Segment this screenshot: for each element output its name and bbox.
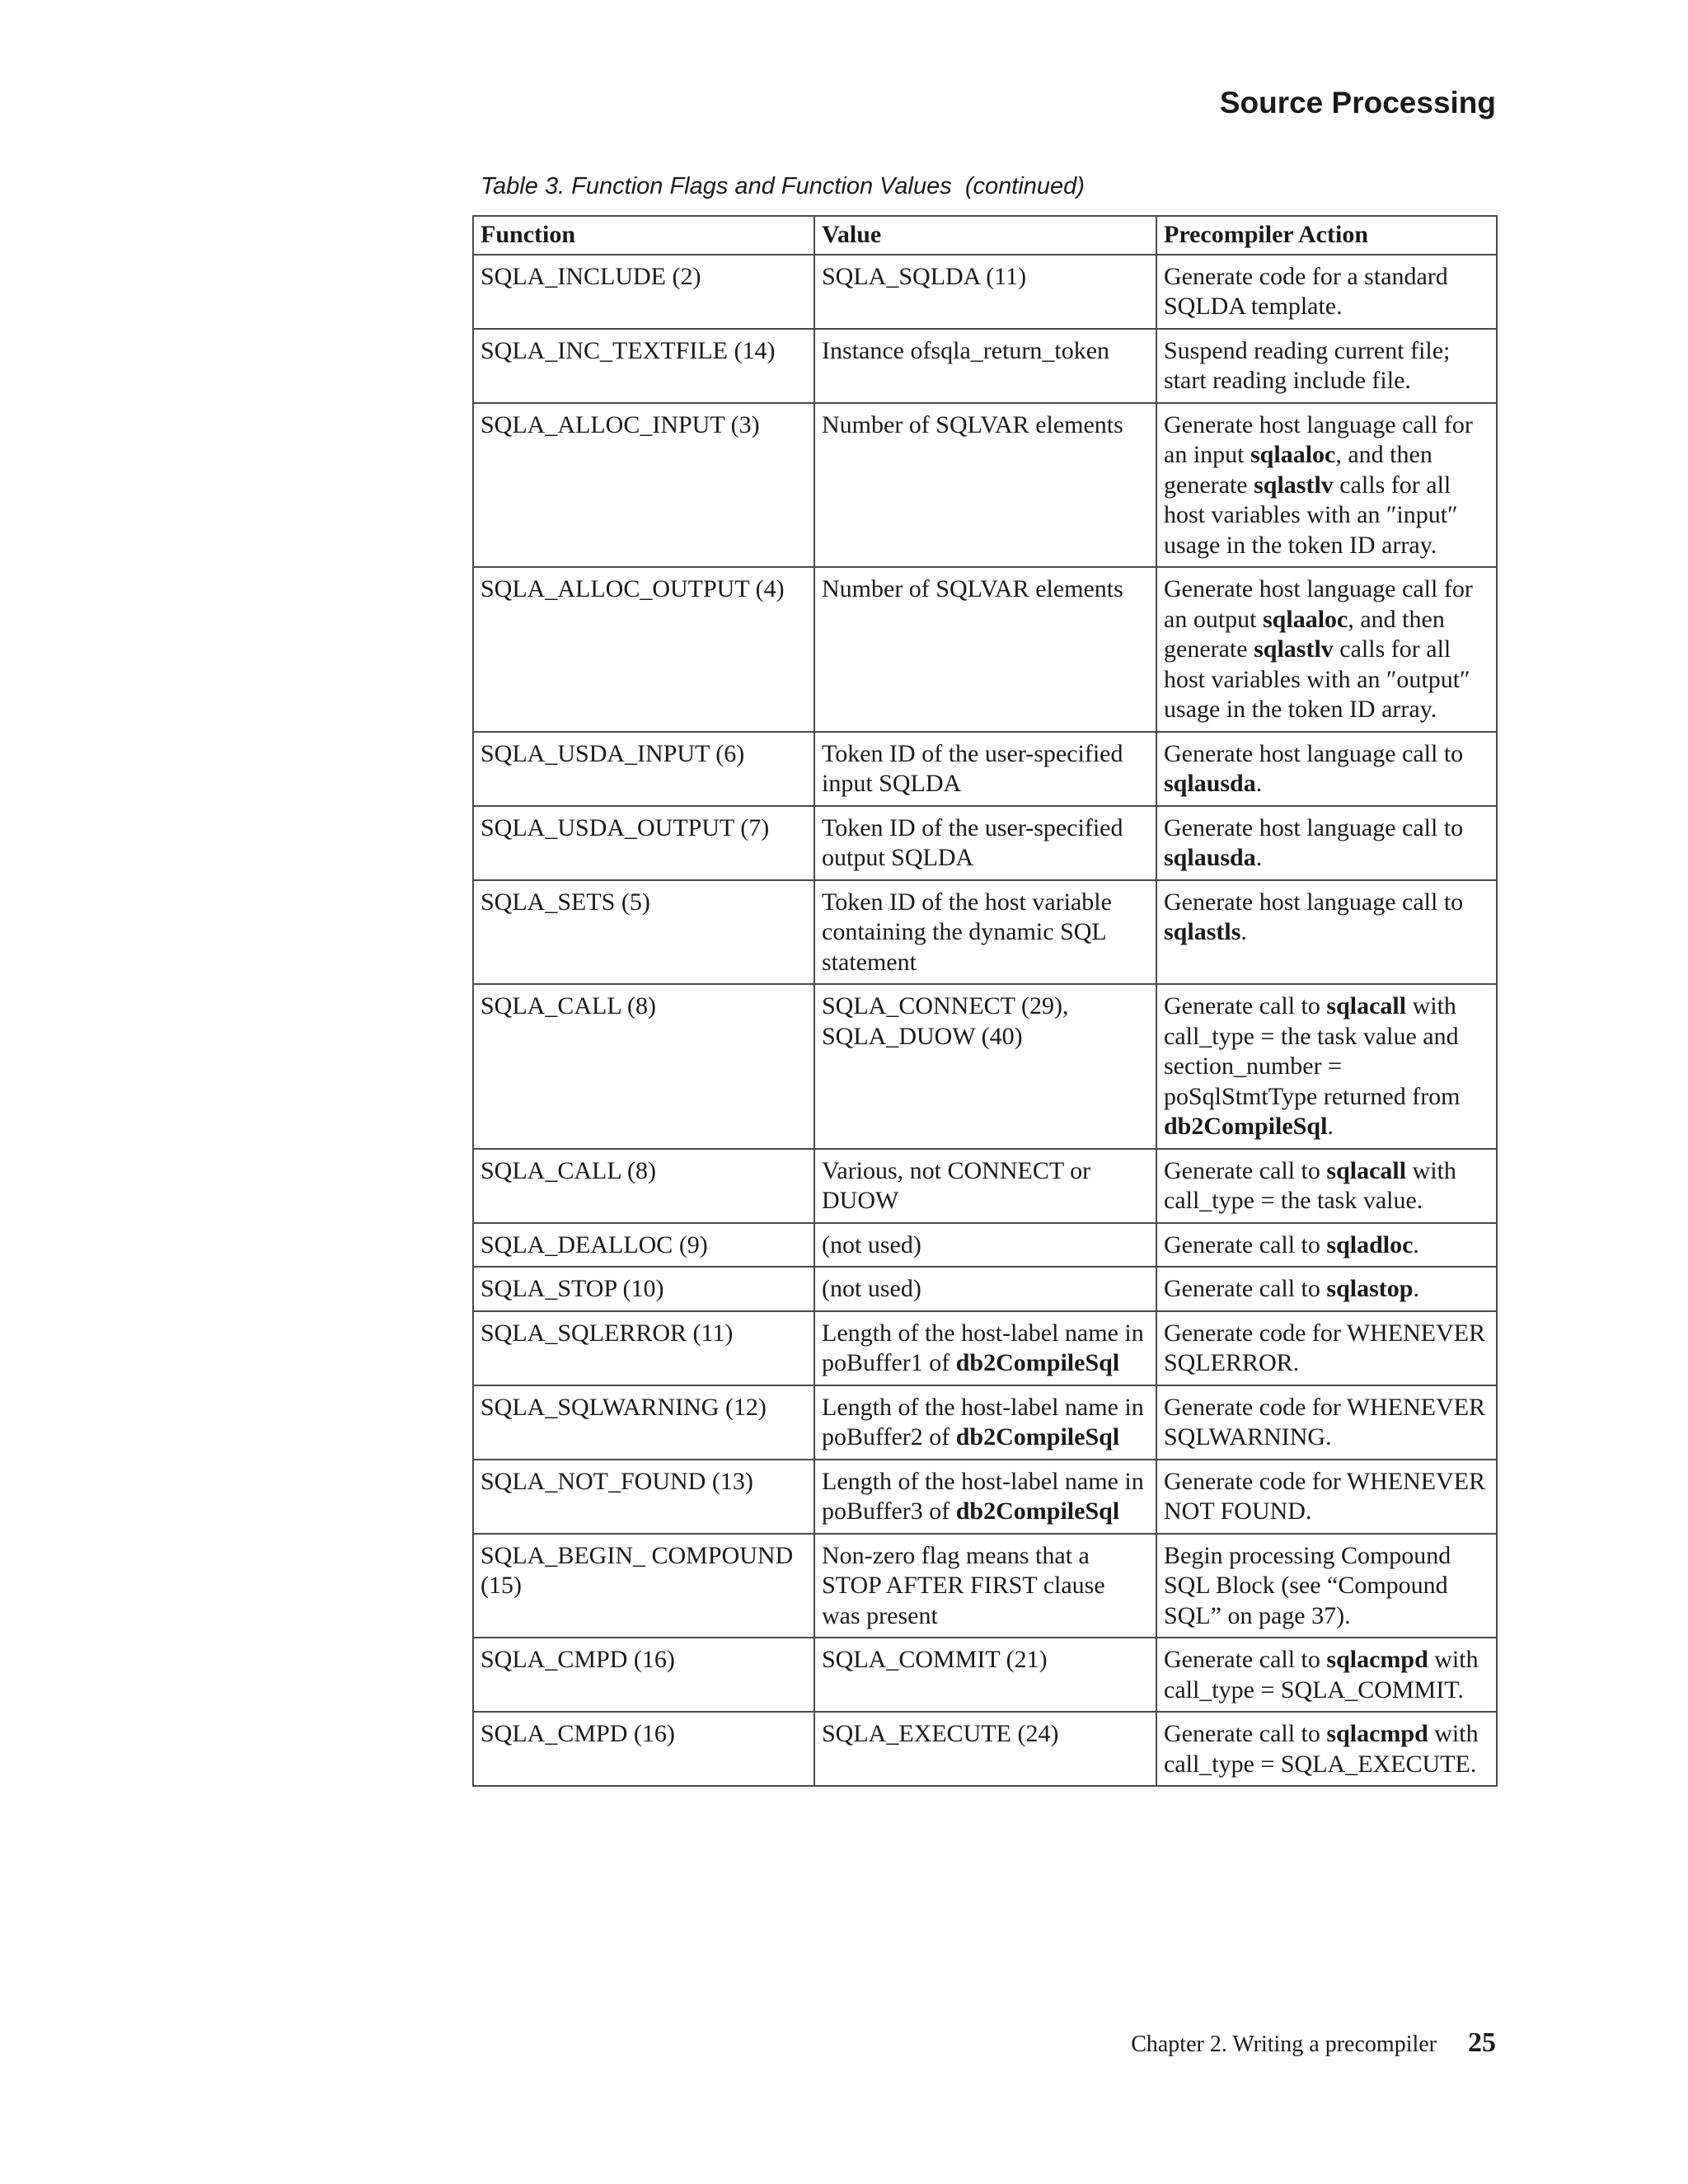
cell-text: Various, not CONNECT or DUOW <box>822 1156 1091 1214</box>
bold-term: db2CompileSql <box>955 1497 1120 1525</box>
value-cell <box>814 1712 1156 1786</box>
cell-text: Instance ofsqla_return_token <box>822 336 1110 364</box>
cell-text: Generate host language call to <box>1164 739 1464 767</box>
table-body <box>473 255 1497 1787</box>
function-cell: SQLA_INCLUDE (2) <box>473 255 814 329</box>
cell-text: with call_type = SQLA_COMMIT. <box>1164 1646 1479 1704</box>
cell-text: Generate code for a standard SQLDA template. <box>1164 262 1448 320</box>
value-cell <box>814 984 1156 1149</box>
bold-term: sqlaaloc <box>1250 441 1336 468</box>
function-cell: SQLA_SETS (5) <box>473 880 814 985</box>
function-cell: SQLA_CMPD (16) <box>473 1638 814 1712</box>
cell-text: with call_type = the task value. <box>1164 1156 1456 1214</box>
cell-text: Length of the host-label name in poBuffer2 of <box>822 1393 1144 1451</box>
value-cell <box>814 567 1156 732</box>
value-cell <box>814 403 1156 568</box>
table-row <box>473 329 1497 403</box>
cell-text: . <box>1327 1113 1334 1140</box>
cell-text: Generate call to <box>1164 1646 1327 1673</box>
column-header-precompiler-action: Precompiler Action <box>1156 216 1497 255</box>
function-cell: SQLA_ALLOC_INPUT (3) <box>473 403 814 568</box>
cell-text: Generate host language call for an input <box>1164 410 1473 468</box>
cell-text: , and then generate <box>1164 441 1432 499</box>
function-cell: SQLA_DEALLOC (9) <box>473 1223 814 1268</box>
bold-term: sqlacall <box>1326 992 1407 1019</box>
cell-text: (not used) <box>822 1230 921 1258</box>
value-cell <box>814 1460 1156 1534</box>
value-cell <box>814 1149 1156 1223</box>
value-cell <box>814 1385 1156 1460</box>
function-cell: SQLA_ALLOC_OUTPUT (4) <box>473 567 814 732</box>
value-cell <box>814 329 1156 403</box>
precompiler-action-cell <box>1156 403 1497 568</box>
precompiler-action-cell <box>1156 1267 1497 1311</box>
cell-text: Generate call to <box>1164 1230 1327 1258</box>
cell-text: . <box>1255 844 1263 871</box>
precompiler-action-cell <box>1156 806 1497 880</box>
value-cell <box>814 1638 1156 1712</box>
table-row <box>473 1460 1497 1534</box>
cell-text: Generate call to <box>1164 992 1327 1019</box>
table-caption: Table 3. Function Flags and Function Values (continued) <box>481 173 1085 199</box>
precompiler-action-cell <box>1156 1534 1497 1638</box>
table-row <box>473 1267 1497 1311</box>
function-cell: SQLA_USDA_OUTPUT (7) <box>473 806 814 880</box>
bold-term: sqlausda <box>1164 844 1256 871</box>
precompiler-action-cell <box>1156 1223 1497 1268</box>
precompiler-action-cell <box>1156 880 1497 985</box>
value-cell <box>814 732 1156 806</box>
page-footer <box>1131 2027 1496 2059</box>
value-cell <box>814 1223 1156 1268</box>
table-row <box>473 255 1497 329</box>
cell-text: . <box>1255 770 1263 797</box>
cell-text: SQLA_EXECUTE (24) <box>822 1720 1059 1747</box>
value-cell <box>814 1311 1156 1385</box>
value-cell <box>814 880 1156 985</box>
cell-text: . <box>1240 918 1247 945</box>
value-cell <box>814 255 1156 329</box>
cell-text: SQLA_CONNECT (29), SQLA_DUOW (40) <box>822 992 1069 1050</box>
cell-text: Number of SQLVAR elements <box>822 410 1123 438</box>
precompiler-action-cell <box>1156 1149 1497 1223</box>
column-header-function: Function <box>473 216 814 255</box>
precompiler-action-cell <box>1156 1460 1497 1534</box>
cell-text: Generate call to <box>1164 1275 1327 1302</box>
table-row <box>473 1712 1497 1786</box>
cell-text: Token ID of the host variable containing the dynamic SQL statement <box>822 888 1112 976</box>
function-cell: SQLA_SQLERROR (11) <box>473 1311 814 1385</box>
function-cell: SQLA_BEGIN_ COMPOUND (15) <box>473 1534 814 1638</box>
bold-term: sqlacmpd <box>1326 1646 1428 1673</box>
value-cell <box>814 1534 1156 1638</box>
page-header-title: Source Processing <box>1219 86 1496 120</box>
cell-text: Length of the host-label name in poBuffer1 of <box>822 1319 1144 1376</box>
bold-term: sqlacall <box>1326 1156 1407 1184</box>
table-row <box>473 1638 1497 1712</box>
precompiler-action-cell <box>1156 329 1497 403</box>
function-cell: SQLA_INC_TEXTFILE (14) <box>473 329 814 403</box>
bold-term: sqlacmpd <box>1326 1720 1428 1747</box>
page-number: 25 <box>1468 2027 1496 2058</box>
table-row <box>473 1149 1497 1223</box>
table-row <box>473 880 1497 985</box>
precompiler-action-cell <box>1156 732 1497 806</box>
cell-text: Generate host language call to <box>1164 813 1464 841</box>
function-cell: SQLA_CALL (8) <box>473 1149 814 1223</box>
cell-text: Generate call to <box>1164 1720 1327 1747</box>
column-header-value: Value <box>814 216 1156 255</box>
bold-term: sqlastls <box>1164 918 1241 945</box>
cell-text: (not used) <box>822 1275 921 1302</box>
value-cell <box>814 1267 1156 1311</box>
function-cell: SQLA_CALL (8) <box>473 984 814 1149</box>
function-cell: SQLA_STOP (10) <box>473 1267 814 1311</box>
bold-term: db2CompileSql <box>955 1423 1120 1451</box>
table-row <box>473 806 1497 880</box>
cell-text: Number of SQLVAR elements <box>822 575 1123 602</box>
precompiler-action-cell <box>1156 1638 1497 1712</box>
table-row <box>473 732 1497 806</box>
cell-text: with call_type = SQLA_EXECUTE. <box>1164 1720 1479 1778</box>
cell-text: Generate code for WHENEVER SQLWARNING. <box>1164 1393 1486 1451</box>
cell-text: Generate host language call to <box>1164 888 1464 916</box>
bold-term: sqlaaloc <box>1263 605 1348 633</box>
cell-text: Generate host language call for an output <box>1164 575 1473 633</box>
function-cell: SQLA_SQLWARNING (12) <box>473 1385 814 1460</box>
cell-text: Token ID of the user-specified output SQLDA <box>822 813 1123 871</box>
precompiler-action-cell <box>1156 1712 1497 1786</box>
table-row <box>473 403 1497 568</box>
table-row <box>473 1385 1497 1460</box>
bold-term: sqlausda <box>1164 770 1256 797</box>
cell-text: Non-zero flag means that a STOP AFTER FIRST clause was present <box>822 1541 1105 1629</box>
bold-term: db2CompileSql <box>1164 1113 1328 1140</box>
function-cell: SQLA_NOT_FOUND (13) <box>473 1460 814 1534</box>
table-row <box>473 1223 1497 1268</box>
precompiler-action-cell <box>1156 984 1497 1149</box>
cell-text: Generate code for WHENEVER SQLERROR. <box>1164 1319 1486 1376</box>
cell-text: . <box>1413 1230 1419 1258</box>
cell-text: . <box>1413 1275 1419 1302</box>
bold-term: sqladloc <box>1326 1230 1414 1258</box>
precompiler-action-cell <box>1156 567 1497 732</box>
table-row <box>473 1534 1497 1638</box>
precompiler-action-cell <box>1156 255 1497 329</box>
function-flags-table <box>472 215 1498 1787</box>
precompiler-action-cell <box>1156 1385 1497 1460</box>
table-row <box>473 984 1497 1149</box>
cell-text: Generate call to <box>1164 1156 1327 1184</box>
cell-text: Suspend reading current file; start reading include file. <box>1164 336 1451 394</box>
cell-text: SQLA_COMMIT (21) <box>822 1646 1048 1673</box>
precompiler-action-cell <box>1156 1311 1497 1385</box>
cell-text: SQLA_SQLDA (11) <box>822 262 1027 290</box>
cell-text: Generate code for WHENEVER NOT FOUND. <box>1164 1467 1486 1525</box>
function-cell: SQLA_CMPD (16) <box>473 1712 814 1786</box>
table-row <box>473 567 1497 732</box>
cell-text: calls for all host variables with an ″input″ usage in the token ID array. <box>1164 471 1458 559</box>
table-row <box>473 1311 1497 1385</box>
function-cell: SQLA_USDA_INPUT (6) <box>473 732 814 806</box>
bold-term: sqlastlv <box>1254 471 1334 499</box>
cell-text: with call_type = the task value and section_number = poSqlStmtType returned from <box>1164 992 1461 1110</box>
table-header-row <box>473 216 1497 255</box>
cell-text: , and then generate <box>1164 605 1445 663</box>
cell-text: Length of the host-label name in poBuffer3 of <box>822 1467 1144 1525</box>
cell-text: Token ID of the user-specified input SQLDA <box>822 739 1123 797</box>
cell-text: calls for all host variables with an ″output″ usage in the token ID array. <box>1164 635 1470 723</box>
footer-chapter-title: Chapter 2. Writing a precompiler <box>1131 2032 1437 2057</box>
bold-term: db2CompileSql <box>955 1349 1120 1376</box>
bold-term: sqlastlv <box>1254 635 1334 663</box>
bold-term: sqlastop <box>1326 1275 1414 1302</box>
value-cell <box>814 806 1156 880</box>
cell-text: Begin processing Compound SQL Block (see “Compound SQL” on page 37). <box>1164 1541 1451 1629</box>
